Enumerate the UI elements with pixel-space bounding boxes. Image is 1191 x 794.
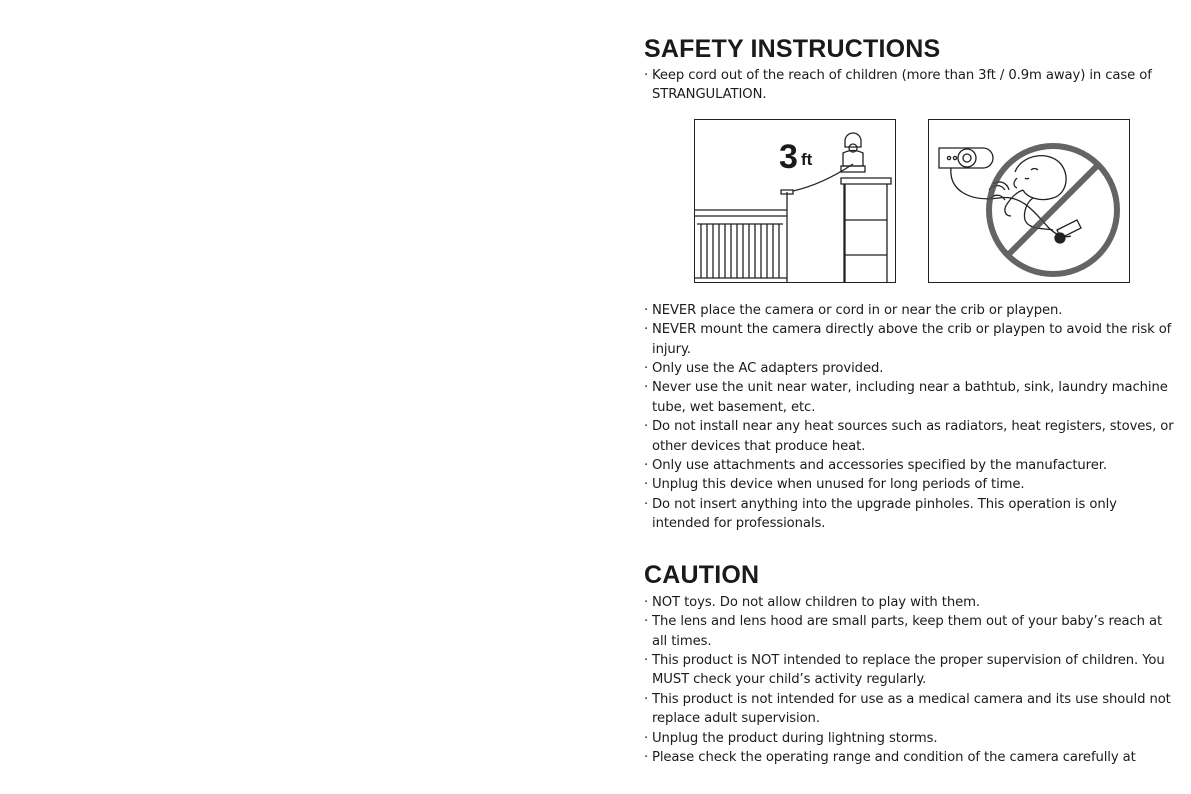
list-item: · NEVER mount the camera directly above the crib or playpen to avoid the risk of injury.: [644, 320, 1174, 359]
list-item: · Only use attachments and accessories specified by the manufacturer.: [644, 456, 1174, 475]
safety-figures: [644, 119, 1174, 285]
caution-section: [644, 560, 1174, 768]
list-item: · Please check the operating range and condition of the camera carefully at: [644, 748, 1174, 767]
list-item: · Do not insert anything into the upgrade pinholes. This operation is only intended for professionals.: [644, 495, 1174, 534]
safety-instructions-heading: SAFETY INSTRUCTIONS: [644, 35, 941, 63]
caution-heading: CAUTION: [644, 560, 760, 589]
list-item: · Unplug this device when unused for long periods of time.: [644, 475, 1174, 494]
list-item: · Never use the unit near water, including near a bathtub, sink, laundry machine tube, wet basement, etc.: [644, 378, 1174, 417]
safety-intro-list: [644, 66, 1174, 105]
list-item: · Do not install near any heat sources such as radiators, heat registers, stoves, or other devices that produce heat.: [644, 417, 1174, 456]
baby-cord-prohibited-figure: [928, 119, 1130, 283]
list-item: · This product is NOT intended to replace the proper supervision of children. You MUST check your child’s activity regularly.: [644, 651, 1174, 690]
figure-distance-unit: ft: [801, 149, 813, 169]
list-item: · Unplug the product during lightning storms.: [644, 729, 1174, 748]
list-item: · NOT toys. Do not allow children to play with them.: [644, 593, 1174, 612]
list-item: · Only use the AC adapters provided.: [644, 359, 1174, 378]
baby-cord-prohibited-illustration: [929, 120, 1129, 282]
manual-page-column: [644, 34, 1174, 767]
safety-instructions-list: [644, 301, 1174, 534]
list-item: · The lens and lens hood are small parts, keep them out of your baby’s reach at all times.: [644, 612, 1174, 651]
list-item: · This product is not intended for use as a medical camera and its use should not replace adult supervision.: [644, 690, 1174, 729]
list-item: · NEVER place the camera or cord in or near the crib or playpen.: [644, 301, 1174, 320]
caution-list: [644, 593, 1174, 768]
figure-distance-number: 3: [779, 137, 798, 176]
crib-distance-illustration: [695, 120, 895, 282]
crib-distance-figure: [694, 119, 896, 283]
list-item: · Keep cord out of the reach of children (more than 3ft / 0.9m away) in case of STRANGULATION.: [644, 66, 1174, 105]
